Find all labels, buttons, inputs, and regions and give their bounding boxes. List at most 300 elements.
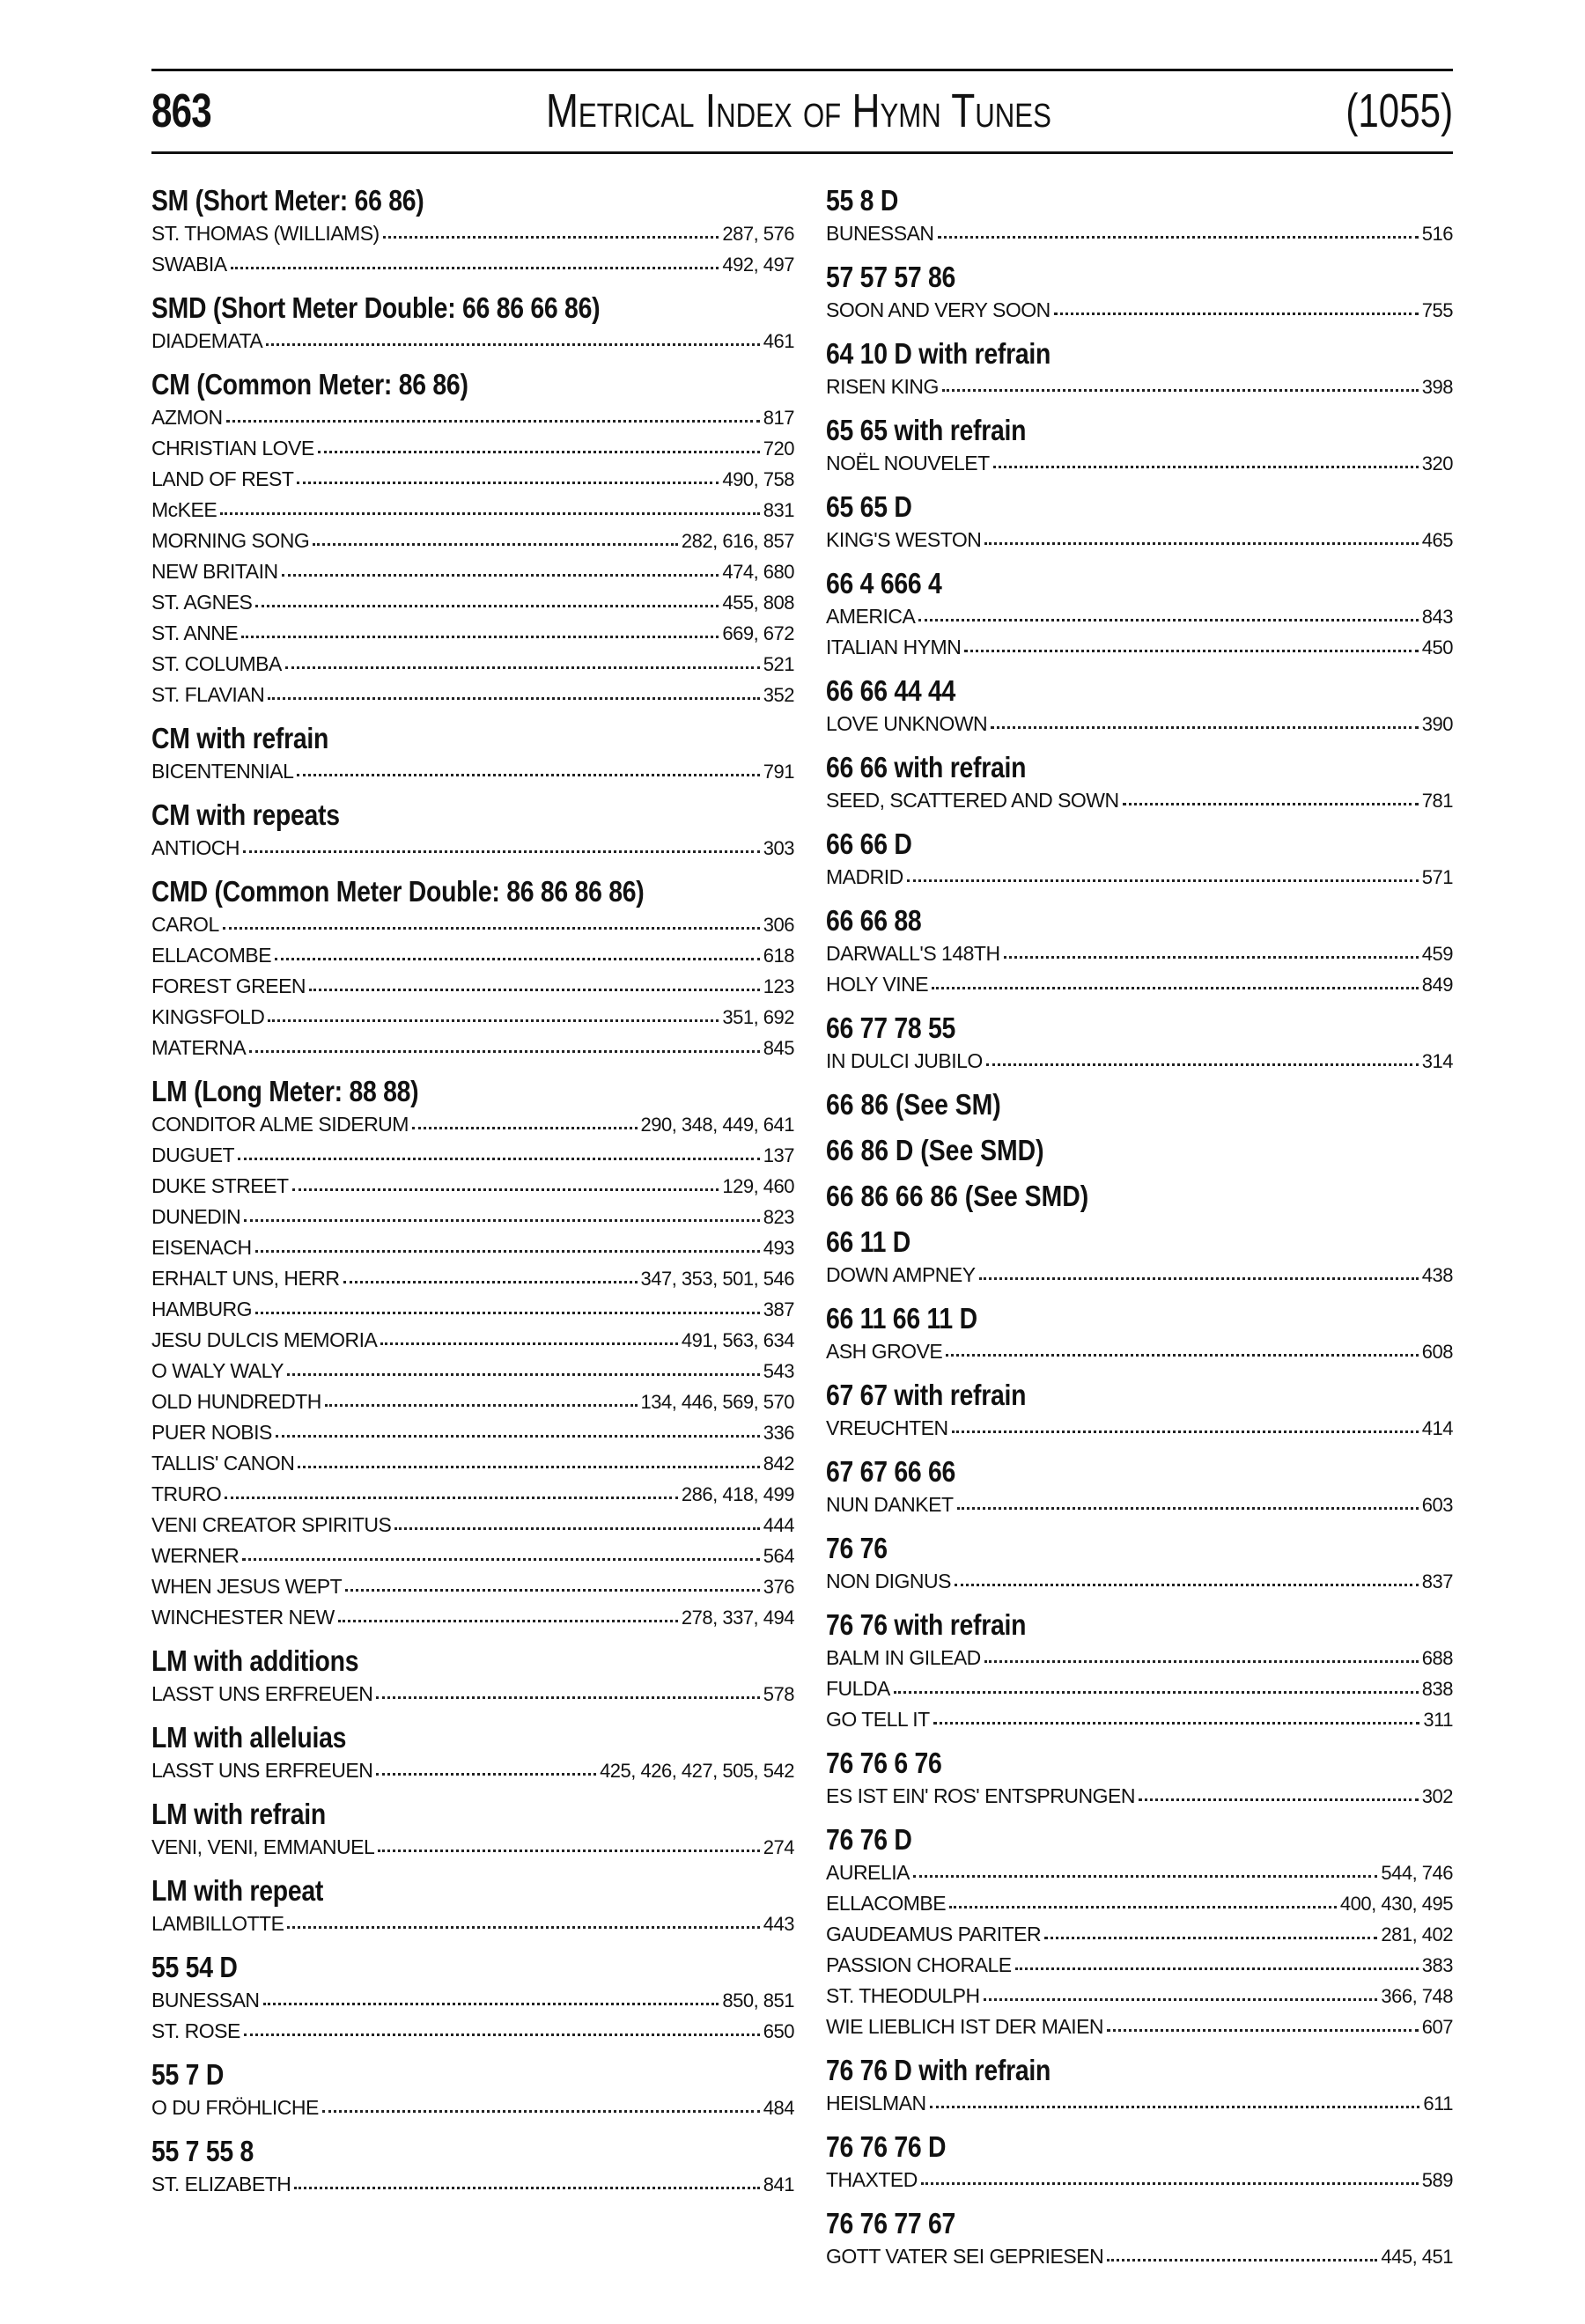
tune-name: VENI, VENI, EMMANUEL	[151, 1835, 375, 1858]
meter-heading: 55 7 D	[151, 2058, 225, 2091]
tune-name: KING'S WESTON	[826, 528, 982, 551]
tune-entry	[151, 1448, 794, 1479]
tune-entry	[151, 526, 794, 556]
tune-entry	[826, 632, 1453, 663]
dot-leader	[979, 1277, 1419, 1280]
hymn-numbers: 755	[1421, 299, 1453, 321]
tune-entry	[151, 1832, 794, 1863]
dot-leader	[297, 482, 719, 484]
tune-entry	[151, 618, 794, 649]
tune-entry	[151, 2092, 794, 2123]
dot-leader	[244, 2034, 760, 2036]
hymn-numbers: 438	[1421, 1264, 1453, 1286]
tune-name: ES IST EIN' ROS' ENTSPRUNGEN	[826, 1784, 1135, 1807]
tune-entry	[151, 649, 794, 680]
tune-name: ELLACOMBE	[826, 1892, 947, 1915]
hymn-numbers: 320	[1421, 452, 1453, 474]
dot-leader	[964, 650, 1418, 652]
meter-heading: LM (Long Meter: 88 88)	[151, 1075, 419, 1107]
hymn-numbers: 849	[1421, 974, 1453, 996]
entry-number: (1055)	[1345, 85, 1453, 137]
dot-leader	[338, 1620, 678, 1622]
hymn-numbers: 303	[763, 837, 794, 859]
tune-name: ST. THEODULPH	[826, 1984, 980, 2007]
tune-name: BICENTENNIAL	[151, 760, 294, 783]
tune-entry	[151, 1356, 794, 1386]
tune-name: VREUCHTEN	[826, 1416, 948, 1439]
tune-entry	[826, 2011, 1453, 2042]
meter-heading: 76 76 D with refrain	[826, 2054, 1051, 2086]
hymn-numbers: 543	[763, 1360, 794, 1382]
tune-entry	[826, 1673, 1453, 1704]
tune-entry	[826, 1919, 1453, 1950]
tune-name: MADRID	[826, 865, 903, 888]
meter-section	[826, 673, 1453, 739]
meter-section	[151, 1644, 794, 1710]
tune-entry	[826, 2165, 1453, 2195]
dot-leader	[313, 543, 678, 546]
meter-heading: LM with alleluias	[151, 1721, 347, 1754]
dot-leader	[1107, 2259, 1377, 2261]
tune-name: O DU FRÖHLICHE	[151, 2096, 319, 2119]
dot-leader	[930, 2106, 1420, 2108]
meter-heading: 76 76 77 67	[826, 2207, 956, 2239]
tune-entry	[826, 1643, 1453, 1673]
tune-name: DUNEDIN	[151, 1205, 241, 1228]
hymn-numbers: 493	[763, 1237, 794, 1259]
tune-name: LASST UNS ERFREUEN	[151, 1682, 373, 1705]
dot-leader	[949, 1906, 1337, 1908]
tune-entry	[151, 909, 794, 940]
tune-name: THAXTED	[826, 2168, 918, 2191]
tune-name: FOREST GREEN	[151, 974, 306, 997]
hymn-numbers: 400, 430, 495	[1339, 1893, 1453, 1915]
meter-heading: 65 65 with refrain	[826, 414, 1027, 446]
tune-entry	[826, 862, 1453, 893]
tune-name: GO TELL IT	[826, 1708, 930, 1731]
tune-entry	[151, 1294, 794, 1325]
dot-leader	[984, 1660, 1419, 1663]
tune-name: DUGUET	[151, 1144, 235, 1166]
tune-name: RISEN KING	[826, 375, 939, 398]
hymn-numbers: 390	[1421, 713, 1453, 735]
tune-name: ST. COLUMBA	[151, 652, 282, 675]
tune-entry	[826, 525, 1453, 555]
tune-entry	[151, 1571, 794, 1602]
hymn-numbers: 336	[763, 1422, 794, 1444]
dot-leader	[952, 1430, 1419, 1433]
dot-leader	[378, 1850, 760, 1852]
tune-name: PASSION CHORALE	[826, 1953, 1012, 1976]
hymn-numbers: 287, 576	[722, 223, 794, 245]
tune-name: TRURO	[151, 1482, 222, 1505]
meter-section	[826, 2129, 1453, 2195]
meter-section	[151, 721, 794, 787]
meter-section	[826, 1378, 1453, 1444]
dot-leader	[412, 1127, 638, 1129]
tune-name: DARWALL'S 148TH	[826, 942, 1000, 965]
tune-name: CAROL	[151, 913, 219, 936]
tune-name: AZMON	[151, 406, 223, 429]
meter-heading: 55 54 D	[151, 1951, 238, 1983]
tune-entry	[151, 1202, 794, 1232]
hymn-numbers: 311	[1423, 1709, 1453, 1731]
page-title: Metrical Index of Hymn Tunes	[545, 85, 1051, 137]
tune-name: HAMBURG	[151, 1298, 253, 1320]
dot-leader	[292, 1188, 719, 1191]
tune-name: EISENACH	[151, 1236, 252, 1259]
dot-leader	[946, 1354, 1419, 1357]
meter-section	[151, 2134, 794, 2200]
tune-name: NUN DANKET	[826, 1493, 954, 1516]
dot-leader	[1015, 1967, 1419, 1970]
dot-leader	[913, 1875, 1377, 1878]
tune-entry	[151, 1755, 794, 1786]
meter-section	[826, 1087, 1453, 1122]
tune-name: ELLACOMBE	[151, 944, 272, 967]
tune-entry	[826, 1781, 1453, 1812]
dot-leader	[226, 420, 760, 423]
hymn-numbers: 352	[763, 684, 794, 706]
hymn-numbers: 445, 451	[1381, 2246, 1453, 2268]
hymn-numbers: 129, 460	[722, 1175, 794, 1197]
meter-heading: 66 66 88	[826, 904, 922, 937]
tune-name: LAND OF REST	[151, 467, 294, 490]
meter-heading: 76 76 D	[826, 1823, 912, 1856]
dot-leader	[220, 512, 760, 515]
hymn-numbers: 302	[1421, 1785, 1453, 1807]
tune-entry	[826, 785, 1453, 816]
hymn-numbers: 571	[1421, 866, 1453, 888]
hymn-numbers: 290, 348, 449, 641	[640, 1114, 794, 1136]
dot-leader	[325, 1404, 638, 1407]
meter-section	[151, 798, 794, 864]
dot-leader	[282, 574, 719, 577]
hymn-numbers: 578	[763, 1683, 794, 1705]
hymn-numbers: 791	[763, 761, 794, 783]
dot-leader	[276, 1435, 760, 1438]
dot-leader	[918, 619, 1418, 621]
meter-section	[151, 367, 794, 710]
hymn-numbers: 492, 497	[722, 254, 794, 276]
meter-heading: 64 10 D with refrain	[826, 337, 1051, 370]
hymn-numbers: 841	[763, 2173, 794, 2195]
hymn-numbers: 459	[1421, 943, 1453, 965]
tune-name: ST. AGNES	[151, 591, 253, 614]
tune-name: GOTT VATER SEI GEPRIESEN	[826, 2245, 1104, 2268]
meter-heading: LM with additions	[151, 1644, 359, 1677]
tune-name: VENI CREATOR SPIRITUS	[151, 1513, 392, 1536]
tune-name: ERHALT UNS, HERR	[151, 1267, 340, 1290]
tune-name: MORNING SONG	[151, 529, 310, 552]
dot-leader	[933, 1722, 1420, 1725]
dot-leader	[376, 1773, 596, 1776]
hymn-numbers: 425, 426, 427, 505, 542	[600, 1760, 794, 1782]
tune-entry	[826, 1413, 1453, 1444]
hymn-numbers: 817	[763, 407, 794, 429]
dot-leader	[231, 267, 719, 269]
tune-name: GAUDEAMUS PARITER	[826, 1923, 1042, 1945]
tune-name: AURELIA	[826, 1861, 910, 1884]
tune-entry	[826, 448, 1453, 479]
hymn-numbers: 618	[763, 945, 794, 967]
tune-name: ANTIOCH	[151, 836, 240, 859]
dot-leader	[932, 987, 1419, 989]
tune-entry	[151, 833, 794, 864]
tune-entry	[151, 1417, 794, 1448]
hymn-numbers: 491, 563, 634	[681, 1329, 794, 1351]
dot-leader	[275, 958, 760, 960]
meter-section	[151, 2057, 794, 2123]
tune-name: WERNER	[151, 1544, 240, 1567]
hymn-numbers: 838	[1421, 1678, 1453, 1700]
tune-name: TALLIS' CANON	[151, 1452, 295, 1475]
tune-name: BUNESSAN	[151, 1989, 260, 2011]
hymn-numbers: 444	[763, 1514, 794, 1536]
dot-leader	[249, 1050, 760, 1053]
meter-section	[826, 1746, 1453, 1812]
dot-leader	[383, 236, 719, 239]
tune-entry	[151, 756, 794, 787]
tune-entry	[151, 1171, 794, 1202]
hymn-numbers: 123	[763, 975, 794, 997]
tune-name: WIE LIEBLICH IST DER MAIEN	[826, 2015, 1104, 2038]
meter-heading: 66 4 666 4	[826, 567, 942, 599]
hymn-numbers: 688	[1421, 1647, 1453, 1669]
hymn-numbers: 544, 746	[1381, 1862, 1453, 1884]
tune-name: DIADEMATA	[151, 329, 263, 352]
hymn-numbers: 134, 446, 569, 570	[640, 1391, 794, 1413]
dot-leader	[1123, 803, 1419, 805]
tune-name: WINCHESTER NEW	[151, 1606, 335, 1629]
tune-name: KINGSFOLD	[151, 1005, 265, 1028]
tune-name: NEW BRITAIN	[151, 560, 278, 583]
dot-leader	[309, 989, 760, 991]
hymn-numbers: 286, 418, 499	[681, 1483, 794, 1505]
meter-heading: 76 76 6 76	[826, 1747, 942, 1779]
tune-entry	[151, 1002, 794, 1033]
tune-entry	[826, 2088, 1453, 2119]
meter-heading: 76 76 76 D	[826, 2130, 947, 2163]
meter-section	[826, 2206, 1453, 2272]
dot-leader	[991, 726, 1419, 729]
meter-heading: 66 77 78 55	[826, 1011, 956, 1044]
meter-heading: 57 57 57 86	[826, 261, 956, 293]
tune-entry	[151, 940, 794, 971]
dot-leader	[380, 1342, 678, 1345]
tune-entry	[151, 464, 794, 495]
tune-name: MATERNA	[151, 1036, 247, 1059]
meter-section	[826, 1454, 1453, 1520]
meter-section	[151, 290, 794, 357]
dot-leader	[255, 1250, 760, 1253]
dot-leader	[986, 1063, 1419, 1066]
tune-entry	[151, 1602, 794, 1633]
meter-section	[826, 827, 1453, 893]
hymn-numbers: 282, 616, 857	[681, 530, 794, 552]
tune-name: JESU DULCIS MEMORIA	[151, 1328, 378, 1351]
dot-leader	[298, 1466, 759, 1468]
dot-leader	[1139, 1798, 1419, 1801]
meter-section	[826, 2053, 1453, 2119]
dot-leader	[287, 1373, 760, 1376]
hymn-numbers: 347, 353, 501, 546	[640, 1268, 794, 1290]
hymn-numbers: 474, 680	[722, 561, 794, 583]
tune-entry	[826, 1260, 1453, 1291]
dot-leader	[938, 236, 1419, 239]
tune-name: WHEN JESUS WEPT	[151, 1575, 343, 1598]
dot-leader	[322, 2110, 760, 2113]
meter-section	[826, 1225, 1453, 1291]
hymn-numbers: 414	[1421, 1417, 1453, 1439]
hymn-numbers: 465	[1421, 529, 1453, 551]
tune-name: BUNESSAN	[826, 222, 934, 245]
dot-leader	[238, 1158, 760, 1160]
meter-heading: 65 65 D	[826, 490, 912, 523]
hymn-numbers: 281, 402	[1381, 1923, 1453, 1945]
hymn-numbers: 278, 337, 494	[681, 1607, 794, 1629]
tune-name: PUER NOBIS	[151, 1421, 272, 1444]
meter-section	[826, 1822, 1453, 2042]
tune-entry	[151, 556, 794, 587]
hymn-numbers: 398	[1421, 376, 1453, 398]
hymn-numbers: 306	[763, 914, 794, 936]
tune-name: LAMBILLOTTE	[151, 1912, 284, 1935]
meter-heading: CM (Common Meter: 86 86)	[151, 368, 468, 401]
dot-leader	[285, 666, 760, 669]
meter-section	[826, 1607, 1453, 1735]
dot-leader	[894, 1691, 1419, 1694]
dot-leader	[984, 1998, 1378, 2001]
hymn-numbers: 490, 758	[722, 468, 794, 490]
meter-heading: CMD (Common Meter Double: 86 86 86 86)	[151, 875, 645, 908]
tune-entry	[151, 218, 794, 249]
dot-leader	[225, 1497, 678, 1499]
meter-section	[826, 750, 1453, 816]
tune-entry	[826, 218, 1453, 249]
tune-entry	[826, 1888, 1453, 1919]
meter-section	[826, 903, 1453, 1000]
tune-entry	[826, 1950, 1453, 1981]
tune-entry	[826, 371, 1453, 402]
tune-entry	[826, 709, 1453, 739]
meter-section	[826, 1531, 1453, 1597]
tune-entry	[826, 1566, 1453, 1597]
meter-section	[826, 489, 1453, 555]
hymn-numbers: 589	[1421, 2169, 1453, 2191]
tune-name: CONDITOR ALME SIDERUM	[151, 1113, 409, 1136]
hymn-numbers: 608	[1421, 1341, 1453, 1363]
hymn-numbers: 843	[1421, 606, 1453, 628]
tune-name: HEISLMAN	[826, 2092, 926, 2114]
dot-leader	[957, 1507, 1419, 1510]
hymn-numbers: 823	[763, 1206, 794, 1228]
tune-entry	[151, 1263, 794, 1294]
tune-name: NON DIGNUS	[826, 1570, 951, 1592]
see-reference-heading: 66 86 D (See SMD)	[826, 1134, 1044, 1166]
header-bottom-rule	[151, 151, 1453, 154]
hymn-numbers: 850, 851	[722, 1989, 794, 2011]
tune-entry	[151, 1140, 794, 1171]
meter-heading: SM (Short Meter: 66 86)	[151, 184, 424, 217]
index-columns	[151, 183, 1453, 2283]
tune-name: DUKE STREET	[151, 1174, 289, 1197]
hymn-numbers: 720	[763, 438, 794, 460]
hymn-numbers: 837	[1421, 1570, 1453, 1592]
tune-entry	[151, 1510, 794, 1541]
tune-name: ST. ANNE	[151, 621, 239, 644]
tune-entry	[151, 1908, 794, 1939]
tune-entry	[151, 1325, 794, 1356]
dot-leader	[223, 927, 760, 930]
meter-heading: 66 11 66 11 D	[826, 1302, 977, 1335]
tune-entry	[151, 1541, 794, 1571]
tune-entry	[826, 938, 1453, 969]
dot-leader	[345, 1589, 760, 1592]
hymn-numbers: 387	[763, 1298, 794, 1320]
meter-section	[826, 1301, 1453, 1367]
meter-section	[826, 413, 1453, 479]
meter-heading: LM with refrain	[151, 1798, 326, 1830]
header-top-rule	[151, 69, 1453, 71]
meter-section	[151, 1074, 794, 1633]
meter-heading: SMD (Short Meter Double: 66 86 66 86)	[151, 291, 601, 324]
meter-heading: 66 66 44 44	[826, 674, 956, 707]
dot-leader	[921, 2182, 1419, 2185]
tune-entry	[826, 1336, 1453, 1367]
see-reference-heading: 66 86 66 86 (See SMD)	[826, 1180, 1089, 1212]
dot-leader	[993, 466, 1419, 468]
tune-entry	[826, 1489, 1453, 1520]
hymn-numbers: 607	[1421, 2016, 1453, 2038]
dot-leader	[1054, 313, 1419, 315]
meter-section	[826, 260, 1453, 326]
left-column	[151, 183, 794, 2283]
tune-entry	[151, 1985, 794, 2016]
tune-entry	[826, 295, 1453, 326]
meter-section	[151, 1950, 794, 2047]
hymn-numbers: 484	[763, 2097, 794, 2119]
tune-entry	[151, 2169, 794, 2200]
hymn-numbers: 669, 672	[722, 622, 794, 644]
tune-entry	[151, 1679, 794, 1710]
hymn-numbers: 650	[763, 2020, 794, 2042]
dot-leader	[984, 542, 1418, 545]
tune-name: DOWN AMPNEY	[826, 1263, 976, 1286]
meter-section	[826, 336, 1453, 402]
tune-name: SOON AND VERY SOON	[826, 298, 1051, 321]
tune-name: HOLY VINE	[826, 973, 929, 996]
tune-name: NOËL NOUVELET	[826, 452, 990, 474]
meter-heading: 66 66 with refrain	[826, 751, 1027, 783]
dot-leader	[955, 1584, 1419, 1586]
dot-leader	[907, 879, 1419, 882]
tune-name: FULDA	[826, 1677, 890, 1700]
meter-section	[826, 183, 1453, 249]
tune-name: CHRISTIAN LOVE	[151, 437, 314, 460]
meter-heading: 66 66 D	[826, 827, 912, 860]
dot-leader	[1004, 956, 1419, 959]
meter-heading: 55 8 D	[826, 184, 899, 217]
dot-leader	[244, 1219, 760, 1222]
tune-entry	[151, 402, 794, 433]
dot-leader	[294, 2187, 759, 2189]
tune-name: ST. ROSE	[151, 2019, 240, 2042]
tune-name: ITALIAN HYMN	[826, 636, 962, 658]
page-number: 863	[151, 85, 211, 137]
dot-leader	[376, 1696, 759, 1699]
dot-leader	[255, 1312, 760, 1314]
